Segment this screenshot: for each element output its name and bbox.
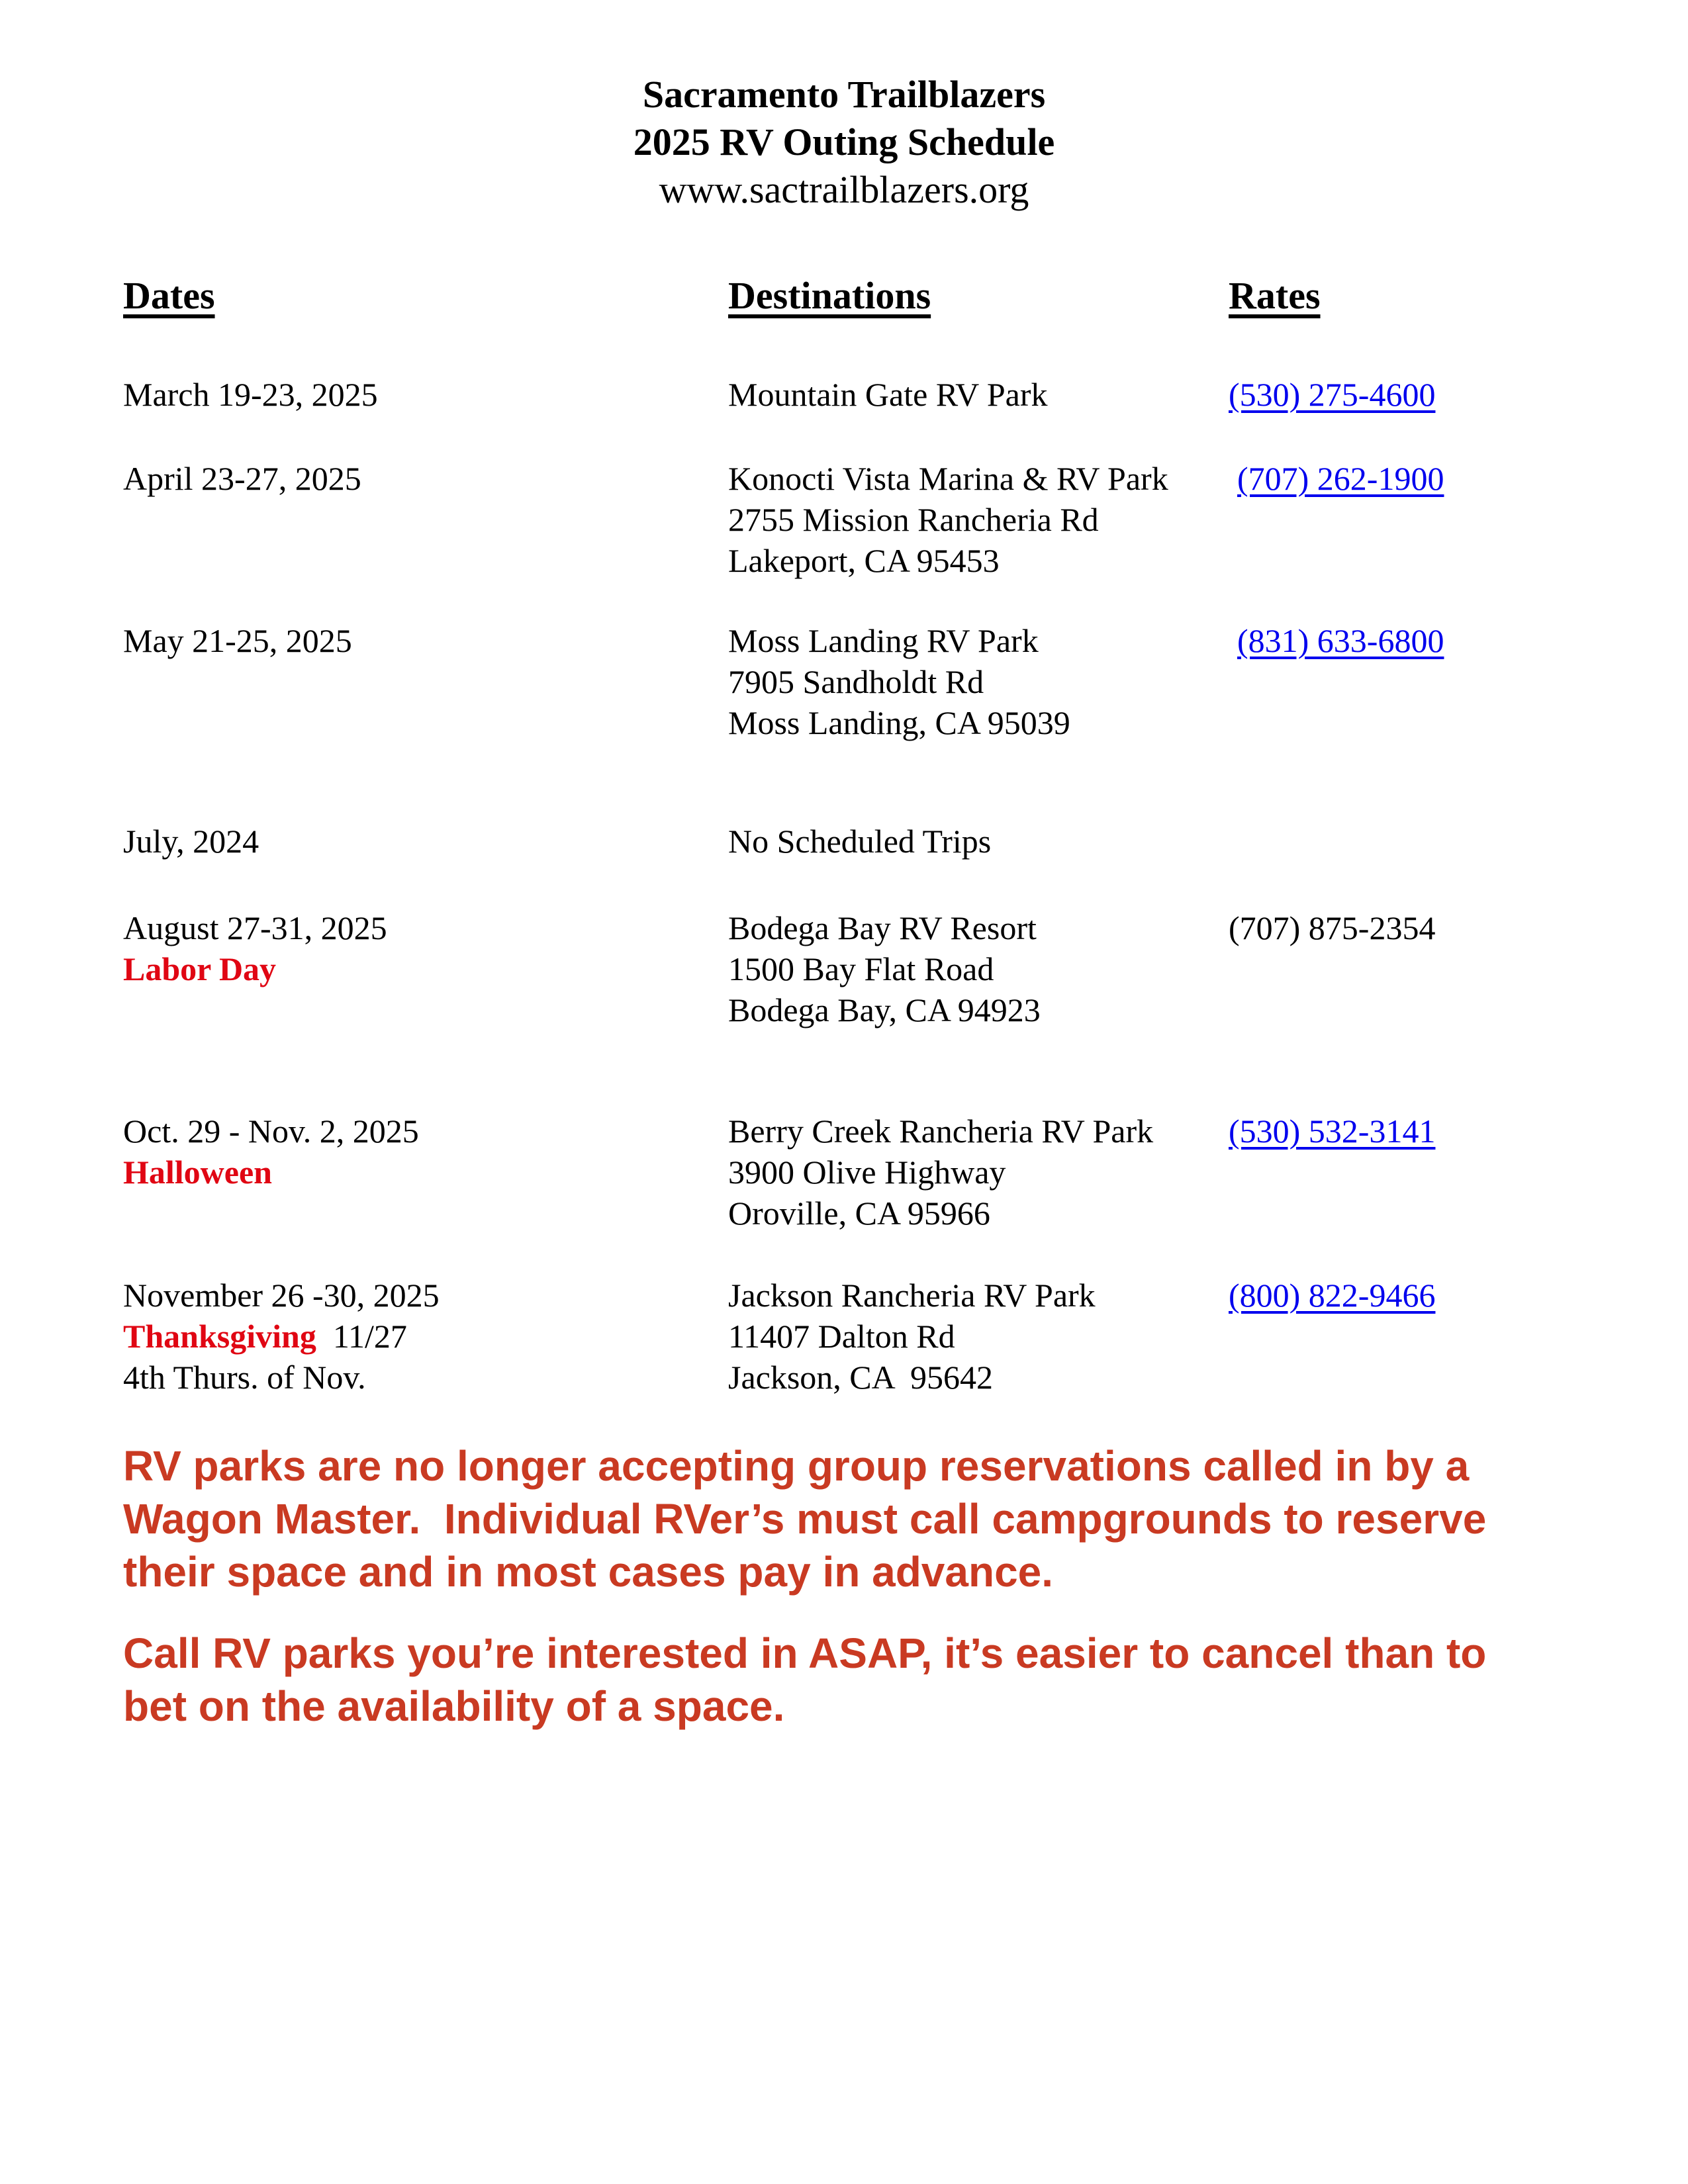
destination-line: Bodega Bay RV Resort [728,909,1037,946]
destination-line: Lakeport, CA 95453 [728,542,1000,579]
rate-cell [1229,1275,1435,1398]
destination-line: Moss Landing, CA 95039 [728,704,1070,741]
notice-line: RV parks are no longer accepting group reservations called in by a [123,1442,1470,1490]
destination-line: Moss Landing RV Park [728,622,1039,659]
trip-dates-cell [123,1275,440,1398]
destination-line: Jackson Rancheria RV Park [728,1277,1096,1314]
destination-cell [728,1275,1096,1398]
rate-cell [1229,458,1444,581]
trip-dates-cell [123,821,259,862]
holiday-label: Halloween [123,1154,272,1191]
destination-cell [728,458,1168,581]
trip-date-line [123,948,387,989]
destination-cell [728,821,991,862]
trip-date-line: Oct. 29 - Nov. 2, 2025 [123,1113,419,1150]
destination-line: 7905 Sandholdt Rd [728,663,984,700]
destination-line: 1500 Bay Flat Road [728,950,994,987]
destination-line: 2755 Mission Rancheria Rd [728,501,1099,538]
destination-line: 3900 Olive Highway [728,1154,1006,1191]
trip-date-line: May 21-25, 2025 [123,622,352,659]
trip-dates-cell [123,458,361,581]
destination-line: Jackson, CA 95642 [728,1359,993,1396]
rate-cell [1229,1111,1435,1234]
doc-website: www.sactrailblazers.org [659,168,1029,211]
rate-phone-link[interactable]: (707) 262-1900 [1237,460,1444,497]
rate-cell [1229,620,1444,743]
trip-date-line: July, 2024 [123,823,259,860]
trip-date-line [123,1316,440,1357]
destination-line: Oroville, CA 95966 [728,1195,990,1232]
trip-date-line: March 19-23, 2025 [123,376,378,413]
column-header-rates: Rates [1229,274,1321,317]
doc-header [0,71,1688,214]
schedule-row [123,620,1688,743]
doc-title-line2: 2025 RV Outing Schedule [633,120,1055,163]
schedule-row [123,1111,1688,1234]
table-column-headers [123,272,1688,320]
column-header-destinations: Destinations [728,274,931,317]
holiday-date-suffix: 11/27 [316,1318,407,1355]
destination-line: Konocti Vista Marina & RV Park [728,460,1168,497]
destination-cell [728,907,1041,1030]
rate-phone-link[interactable]: (530) 275-4600 [1229,376,1436,413]
destination-cell [728,1111,1153,1234]
trip-dates-cell [123,374,378,415]
destination-line: No Scheduled Trips [728,823,992,860]
notice-paragraph [123,1627,1648,1733]
trip-date-line: August 27-31, 2025 [123,909,387,946]
rate-phone-link[interactable]: (530) 532-3141 [1229,1113,1436,1150]
trip-date-line [123,1152,419,1193]
notice-line: their space and in most cases pay in advance. [123,1548,1054,1596]
destination-line: Mountain Gate RV Park [728,376,1048,413]
trip-date-line: November 26 -30, 2025 [123,1277,440,1314]
notice-line: bet on the availability of a space. [123,1682,785,1730]
destination-line: 11407 Dalton Rd [728,1318,955,1355]
schedule-row [123,374,1688,415]
destination-line: Berry Creek Rancheria RV Park [728,1113,1154,1150]
schedule-row [123,821,1688,862]
notice-line: Call RV parks you’re interested in ASAP, it’s easier to cancel than to [123,1629,1487,1677]
destination-cell [728,620,1070,743]
schedule-row [123,458,1688,581]
notice-paragraph [123,1439,1648,1598]
holiday-label: Labor Day [123,950,277,987]
trip-dates-cell [123,1111,419,1234]
schedule-row [123,907,1688,1030]
rate-phone: (707) 875-2354 [1229,909,1436,946]
notice-line: Wagon Master. Individual RVer’s must call campgrounds to reserve [123,1495,1487,1543]
destination-cell [728,374,1048,415]
rate-cell [1229,907,1435,1030]
rate-cell [1229,374,1435,415]
trip-date-line: 4th Thurs. of Nov. [123,1359,366,1396]
rate-phone-link[interactable]: (831) 633-6800 [1237,622,1444,659]
doc-title-line1: Sacramento Trailblazers [642,73,1046,116]
destination-line: Bodega Bay, CA 94923 [728,991,1041,1028]
schedule-row [123,1275,1688,1398]
trip-dates-cell [123,907,387,1030]
column-header-dates: Dates [123,274,215,317]
trip-date-line: April 23-27, 2025 [123,460,361,497]
holiday-label: Thanksgiving [123,1318,316,1355]
rate-phone-link[interactable]: (800) 822-9466 [1229,1277,1436,1314]
trip-dates-cell [123,620,352,743]
